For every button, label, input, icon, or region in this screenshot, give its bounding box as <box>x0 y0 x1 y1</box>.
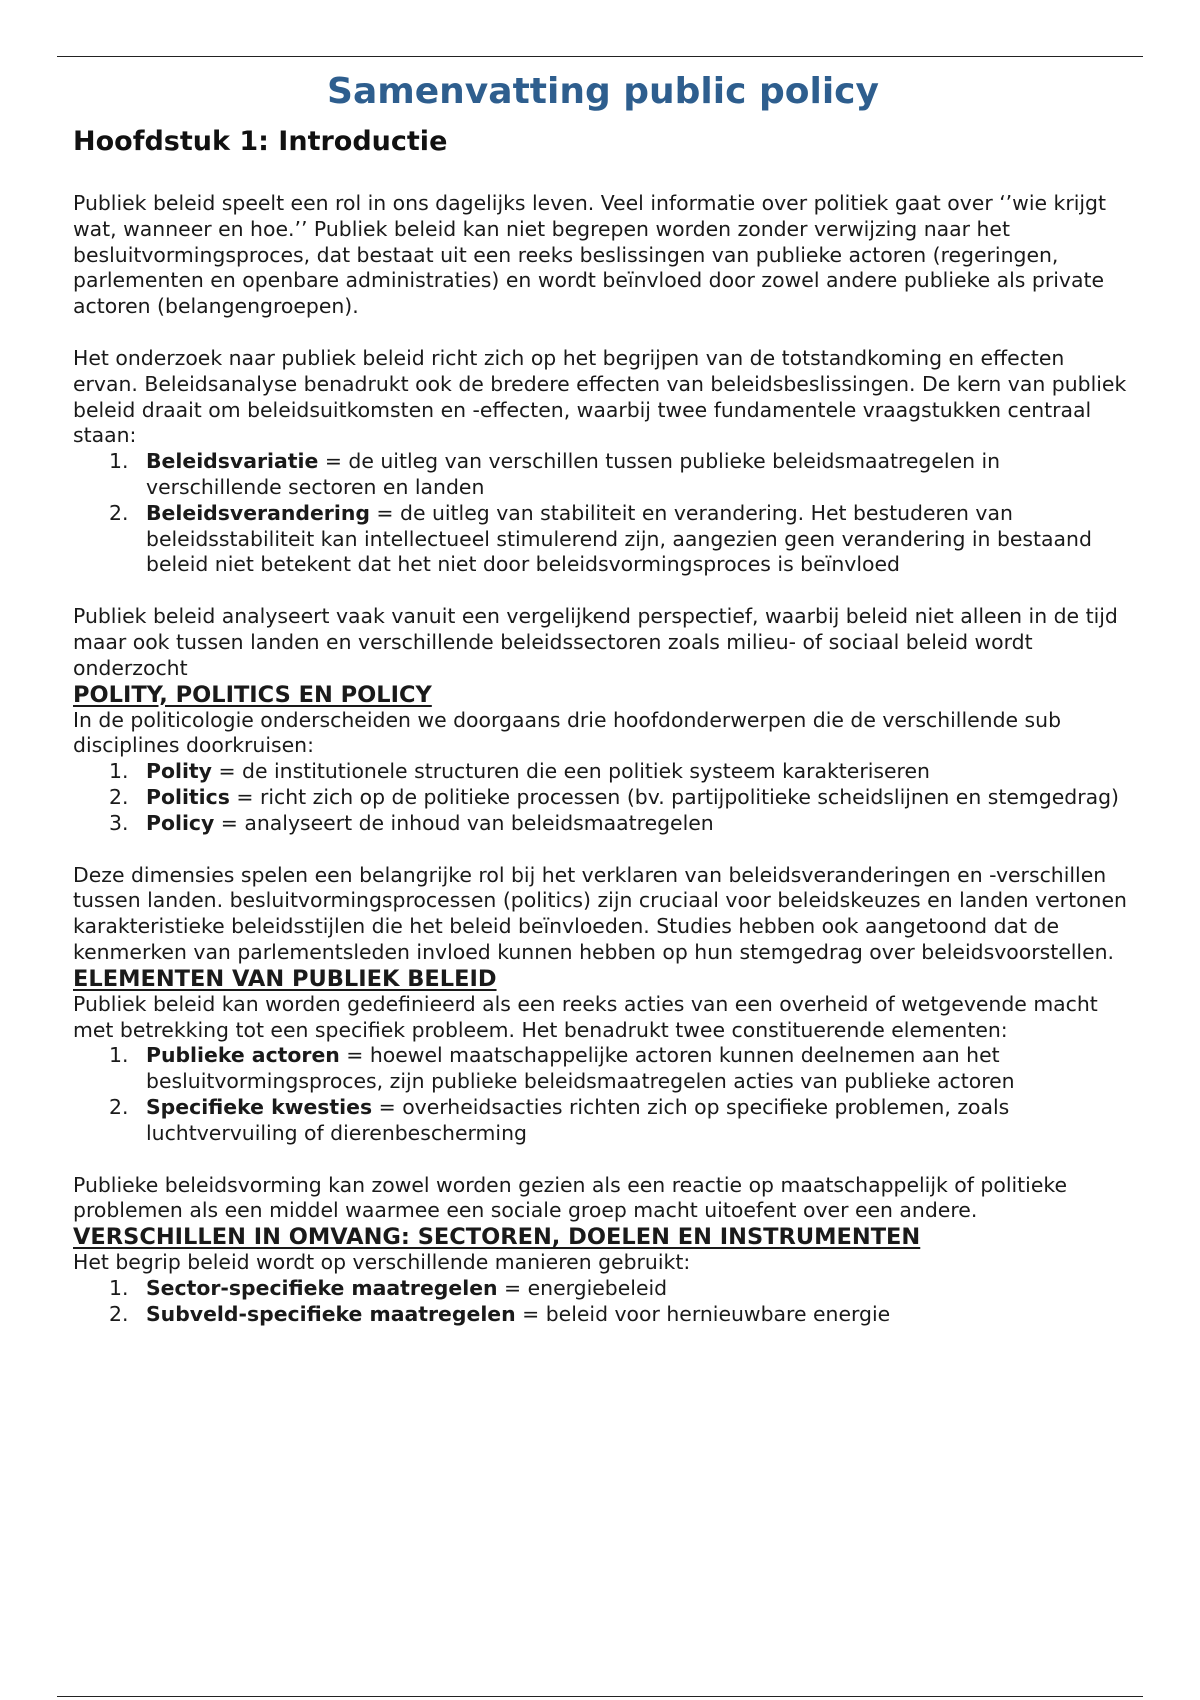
list-term: Polity <box>146 759 212 784</box>
list-number: 2. <box>109 500 129 525</box>
list-item <box>73 1276 1133 1302</box>
document-body <box>73 64 1133 1327</box>
list-text: = richt zich op de politieke processen (bv. partijpolitieke scheidslijnen en stemgedrag) <box>229 784 1119 809</box>
list-item <box>73 1302 1133 1328</box>
list-term: Subveld-specifieke maatregelen <box>146 1301 516 1326</box>
list-text: = de uitleg van stabiliteit en verandering. Het bestuderen van beleidsstabiliteit kan intellectueel stimulerend zijn, aangezien geen verandering in bestaand beleid niet betekent dat het niet door beleidsvormingsproces is beïnvloed <box>146 500 1092 577</box>
list-number: 2. <box>109 784 129 809</box>
list-item <box>73 1043 1133 1095</box>
list-text: = overheidsacties richten zich op specifieke problemen, zoals luchtvervuiling of dierenbescherming <box>146 1094 1010 1145</box>
list-term: Beleidsverandering <box>146 500 370 525</box>
polity-list <box>73 759 1133 836</box>
list-term: Beleidsvariatie <box>146 449 319 474</box>
polity-paragraph-1: In de politicologie onderscheiden we doorgaans drie hoofdonderwerpen die de verschillende sub disciplines doorkruisen: <box>73 707 1062 758</box>
list-item <box>73 785 1133 811</box>
list-text: = beleid voor hernieuwbare energie <box>515 1301 891 1326</box>
verschillen-paragraph-1: Het begrip beleid wordt op verschillende manieren gebruikt: <box>73 1250 691 1275</box>
list-text: = energiebeleid <box>497 1275 668 1300</box>
list-number: 1. <box>109 1275 129 1300</box>
list-number: 1. <box>109 1043 129 1068</box>
list-number: 1. <box>109 449 129 474</box>
elementen-list <box>73 1043 1133 1146</box>
list-term: Sector-specifieke maatregelen <box>146 1275 498 1300</box>
section-heading-polity: POLITY, POLITICS EN POLICY <box>73 681 432 708</box>
list-text: = hoewel maatschappelijke actoren kunnen deelnemen aan het besluitvormingsproces, zijn publieke beleidsmaatregelen acties van publieke actoren <box>146 1043 1015 1094</box>
list-item <box>73 449 1133 501</box>
list-item <box>73 1095 1133 1147</box>
intro-paragraph-2: Het onderzoek naar publiek beleid richt zich op het begrijpen van de totstandkoming en effecten ervan. Beleidsanalyse benadrukt ook de bredere effecten van beleidsbeslissingen. De kern van publiek beleid draait om beleidsuitkomsten en -effecten, waarbij twee fundamentele vraagstukken centraal staan: <box>73 345 1127 448</box>
list-item <box>73 759 1133 785</box>
document-title: Samenvatting public policy <box>327 71 879 112</box>
intro-paragraph-1: Publiek beleid speelt een rol in ons dagelijks leven. Veel informatie over politiek gaat over ‘’wie krijgt wat, wanneer en hoe.’’ Publiek beleid kan niet begrepen worden zonder verwijzing naar het besluitvormingsproces, dat bestaat uit een reeks beslissingen van publieke actoren (regeringen, parlementen en openbare administraties) en wordt beïnvloed door zowel andere publieke als private actoren (belangengroepen). <box>73 191 1106 319</box>
list-text: = analyseert de inhoud van beleidsmaatregelen <box>214 810 714 835</box>
list-item <box>73 811 1133 837</box>
list-term: Politics <box>146 784 230 809</box>
list-number: 3. <box>109 810 129 835</box>
list-number: 2. <box>109 1301 129 1326</box>
list-term: Publieke actoren <box>146 1043 340 1068</box>
verschillen-list <box>73 1276 1133 1328</box>
section-heading-verschillen: VERSCHILLEN IN OMVANG: SECTOREN, DOELEN EN INSTRUMENTEN <box>73 1224 921 1251</box>
list-number: 2. <box>109 1094 129 1119</box>
list-term: Specifieke kwesties <box>146 1094 373 1119</box>
polity-paragraph-2: Deze dimensies spelen een belangrijke rol bij het verklaren van beleidsveranderingen en -verschillen tussen landen. besluitvormingsprocessen (politics) zijn cruciaal voor beleidskeuzes en landen vertonen karakteristieke beleidsstijlen die het beleid beïnvloeden. Studies hebben ook aangetoond dat de kenmerken van parlementsleden invloed kunnen hebben op hun stemgedrag over beleidsvoorstellen. <box>73 862 1127 964</box>
list-term: Policy <box>146 810 215 835</box>
list-item <box>73 501 1133 578</box>
elementen-paragraph-2: Publieke beleidsvorming kan zowel worden gezien als een reactie op maatschappelijk of politieke problemen als een middel waarmee een sociale groep macht uitoefent over een andere. <box>73 1172 1068 1223</box>
elementen-paragraph-1: Publiek beleid kan worden gedefinieerd als een reeks acties van een overheid of wetgevende macht met betrekking tot een specifiek probleem. Het benadrukt twee constituerende elementen: <box>73 991 1098 1042</box>
list-number: 1. <box>109 759 129 784</box>
bottom-rule <box>57 1696 1143 1697</box>
intro-list <box>73 449 1133 578</box>
list-text: = de institutionele structuren die een politiek systeem karakteriseren <box>211 759 930 784</box>
chapter-heading: Hoofdstuk 1: Introductie <box>73 126 448 157</box>
section-heading-elementen: ELEMENTEN VAN PUBLIEK BELEID <box>73 965 497 992</box>
list-text: = de uitleg van verschillen tussen publieke beleidsmaatregelen in verschillende sectoren en landen <box>146 449 1001 499</box>
intro-paragraph-3: Publiek beleid analyseert vaak vanuit een vergelijkend perspectief, waarbij beleid niet alleen in de tijd maar ook tussen landen en verschillende beleidssectoren zoals milieu- of sociaal beleid wordt onderzocht <box>73 604 1118 680</box>
top-rule <box>57 56 1143 57</box>
